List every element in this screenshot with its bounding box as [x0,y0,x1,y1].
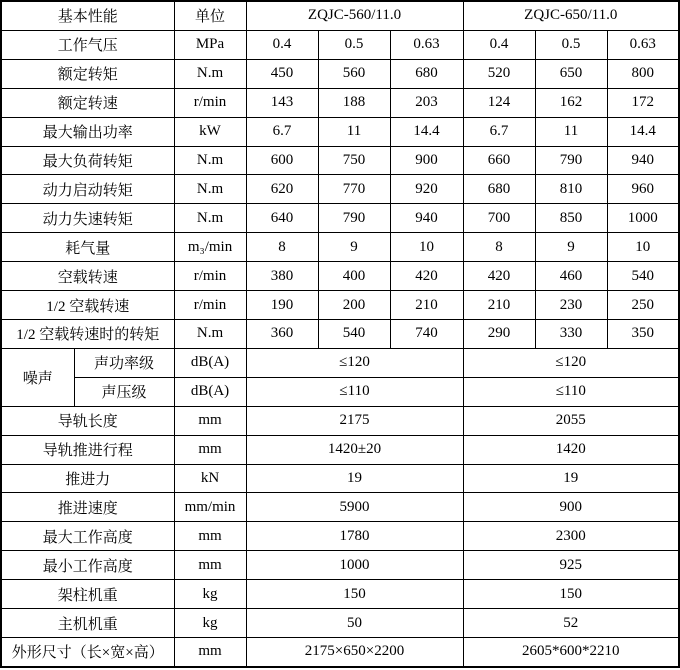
unit-cell: MPa [174,30,246,59]
table-row [1,117,679,146]
value-cell: 810 [535,175,607,204]
value-cell: 2300 [463,522,679,551]
value-cell: 960 [607,175,679,204]
header-model-zqjc-560: ZQJC-560/11.0 [246,1,463,30]
value-cell: 2055 [463,406,679,435]
value-cell: 9 [318,233,390,262]
table-row [1,319,679,348]
value-cell: 540 [607,262,679,291]
value-cell: ≤120 [463,348,679,377]
value-cell: 640 [246,204,318,233]
value-cell: 19 [463,464,679,493]
value-cell: 2605*600*2210 [463,637,679,667]
row-label: 动力失速转矩 [1,204,174,233]
value-cell: 380 [246,262,318,291]
table-row [1,291,679,320]
value-cell: 790 [535,146,607,175]
value-cell: 150 [463,580,679,609]
value-cell: 540 [318,319,390,348]
value-cell: 0.5 [535,30,607,59]
value-cell: 460 [535,262,607,291]
value-cell: 560 [318,59,390,88]
value-cell: 5900 [246,493,463,522]
row-label: 外形尺寸（长×宽×高） [1,637,174,667]
value-cell: 770 [318,175,390,204]
row-label: 1/2 空载转速时的转矩 [1,319,174,348]
table-header-row [1,1,679,30]
value-cell: 330 [535,319,607,348]
table-row [1,580,679,609]
table-row [1,204,679,233]
value-cell: 124 [463,88,535,117]
value-cell: ≤120 [246,348,463,377]
row-label: 主机机重 [1,609,174,638]
unit-cell: mm [174,551,246,580]
value-cell: ≤110 [463,377,679,406]
row-label: 最小工作高度 [1,551,174,580]
value-cell: 172 [607,88,679,117]
value-cell: 750 [318,146,390,175]
value-cell: 290 [463,319,535,348]
unit-cell: mm [174,522,246,551]
value-cell: 350 [607,319,679,348]
value-cell: 0.4 [463,30,535,59]
value-cell: 800 [607,59,679,88]
value-cell: 6.7 [463,117,535,146]
value-cell: 520 [463,59,535,88]
unit-cell: kN [174,464,246,493]
value-cell: 650 [535,59,607,88]
table-row [1,233,679,262]
row-label: 动力启动转矩 [1,175,174,204]
row-label: 导轨推进行程 [1,435,174,464]
table-row-noise [1,348,679,377]
value-cell: 680 [463,175,535,204]
value-cell: 50 [246,609,463,638]
value-cell: 1000 [607,204,679,233]
value-cell: 19 [246,464,463,493]
value-cell: 360 [246,319,318,348]
row-label: 最大输出功率 [1,117,174,146]
value-cell: 660 [463,146,535,175]
value-cell: 2175 [246,406,463,435]
unit-cell: r/min [174,291,246,320]
unit-cell: N.m [174,59,246,88]
row-label: 1/2 空载转速 [1,291,174,320]
value-cell: 143 [246,88,318,117]
table-row-noise [1,377,679,406]
value-cell: 600 [246,146,318,175]
value-cell: 450 [246,59,318,88]
value-cell: 1420 [463,435,679,464]
unit-cell: kg [174,580,246,609]
value-cell: 925 [463,551,679,580]
value-cell: 940 [390,204,463,233]
unit-cell: N.m [174,146,246,175]
header-basic-performance: 基本性能 [1,1,174,30]
unit-cell: dB(A) [174,377,246,406]
value-cell: 420 [390,262,463,291]
table-row [1,464,679,493]
value-cell: 14.4 [607,117,679,146]
row-label: 最大负荷转矩 [1,146,174,175]
value-cell: 14.4 [390,117,463,146]
row-label: 耗气量 [1,233,174,262]
value-cell: 10 [390,233,463,262]
value-cell: 700 [463,204,535,233]
value-cell: 11 [318,117,390,146]
table-row [1,175,679,204]
value-cell: 900 [463,493,679,522]
value-cell: 680 [390,59,463,88]
value-cell: 900 [390,146,463,175]
value-cell: 1420±20 [246,435,463,464]
table-row [1,609,679,638]
table-row [1,262,679,291]
value-cell: 188 [318,88,390,117]
unit-cell: mm [174,435,246,464]
value-cell: 0.63 [607,30,679,59]
value-cell: 11 [535,117,607,146]
value-cell: 8 [246,233,318,262]
table-row [1,551,679,580]
value-cell: 400 [318,262,390,291]
table-row [1,522,679,551]
row-label: 工作气压 [1,30,174,59]
table-row [1,30,679,59]
value-cell: 200 [318,291,390,320]
table-row [1,88,679,117]
header-unit: 单位 [174,1,246,30]
unit-cell: N.m [174,204,246,233]
row-label: 额定转矩 [1,59,174,88]
table-row [1,493,679,522]
row-label: 推进力 [1,464,174,493]
value-cell: 150 [246,580,463,609]
value-cell: 210 [390,291,463,320]
table-row [1,59,679,88]
unit-cell: dB(A) [174,348,246,377]
value-cell: 2175×650×2200 [246,637,463,667]
header-model-zqjc-650: ZQJC-650/11.0 [463,1,679,30]
unit-cell: r/min [174,262,246,291]
unit-cell: mm/min [174,493,246,522]
value-cell: 420 [463,262,535,291]
row-label: 声功率级 [74,348,174,377]
value-cell: 9 [535,233,607,262]
value-cell: 10 [607,233,679,262]
value-cell: 52 [463,609,679,638]
unit-cell: kW [174,117,246,146]
unit-cell: N.m [174,175,246,204]
value-cell: 190 [246,291,318,320]
row-label: 声压级 [74,377,174,406]
value-cell: 790 [318,204,390,233]
value-cell: ≤110 [246,377,463,406]
value-cell: 0.5 [318,30,390,59]
unit-cell: mm [174,406,246,435]
value-cell: 250 [607,291,679,320]
value-cell: 162 [535,88,607,117]
row-label: 额定转速 [1,88,174,117]
value-cell: 940 [607,146,679,175]
unit-cell: N.m [174,319,246,348]
table-row [1,435,679,464]
row-label: 导轨长度 [1,406,174,435]
row-label: 空载转速 [1,262,174,291]
unit-cell: mm [174,637,246,667]
value-cell: 8 [463,233,535,262]
value-cell: 230 [535,291,607,320]
value-cell: 6.7 [246,117,318,146]
unit-cell: m₃/min [174,233,246,262]
table-row [1,146,679,175]
unit-cell: kg [174,609,246,638]
row-label: 推进速度 [1,493,174,522]
row-label: 架柱机重 [1,580,174,609]
value-cell: 920 [390,175,463,204]
value-cell: 210 [463,291,535,320]
value-cell: 0.63 [390,30,463,59]
value-cell: 0.4 [246,30,318,59]
table-row [1,637,679,667]
value-cell: 850 [535,204,607,233]
value-cell: 1780 [246,522,463,551]
unit-cell: r/min [174,88,246,117]
value-cell: 1000 [246,551,463,580]
value-cell: 740 [390,319,463,348]
value-cell: 620 [246,175,318,204]
noise-group-label: 噪声 [1,348,74,406]
table-row [1,406,679,435]
row-label: 最大工作高度 [1,522,174,551]
value-cell: 203 [390,88,463,117]
